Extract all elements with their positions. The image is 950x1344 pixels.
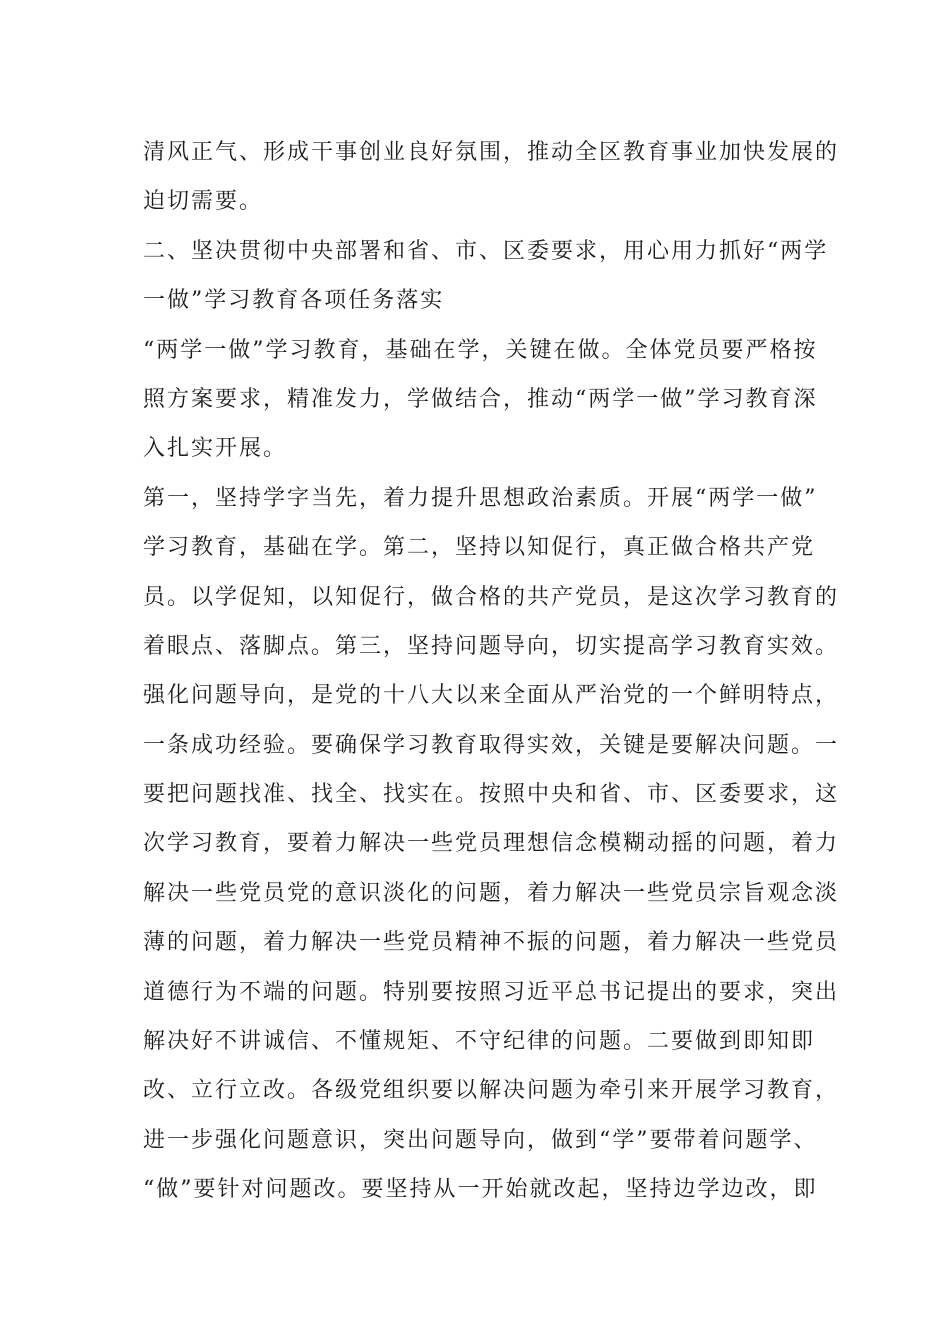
text-line-18: 道德行为不端的问题。特别要按照习近平总书记提出的要求，突出 <box>143 979 840 1005</box>
text-line-14: 要把问题找准、找全、找实在。按照中央和省、市、区委要求，这 <box>143 782 840 808</box>
text-line-13: 一条成功经验。要确保学习教育取得实效，关键是要解决问题。一 <box>143 732 840 758</box>
text-line-10: 员。以学促知，以知促行，做合格的共产党员，是这次学习教育的 <box>143 584 840 610</box>
text-line-8: 第一，坚持学字当先，着力提升思想政治素质。开展“两学一做” <box>143 485 818 511</box>
text-line-19: 解决好不讲诚信、不懂规矩、不守纪律的问题。二要做到即知即 <box>143 1029 816 1055</box>
text-line-7: 入扎实开展。 <box>143 436 288 462</box>
text-line-21: 进一步强化问题意识，突出问题导向，做到“学”要带着问题学、 <box>143 1127 818 1153</box>
text-line-12: 强化问题导向，是党的十八大以来全面从严治党的一个鲜明特点， <box>143 683 840 709</box>
text-line-11: 着眼点、落脚点。第三，坚持问题导向，切实提高学习教育实效。 <box>143 633 840 659</box>
document-body <box>143 128 840 1215</box>
section-heading-line-1: 二、坚决贯彻中央部署和省、市、区委要求，用心用力抓好“两学 <box>143 238 829 264</box>
text-line-22: “做”要针对问题改。要坚持从一开始就改起，坚持边学边改，即 <box>143 1177 818 1203</box>
text-line-1: 清风正气、形成干事创业良好氛围，推动全区教育事业加快发展的 <box>143 140 840 165</box>
text-line-5: “两学一做”学习教育，基础在学，关键在做。全体党员要严格按 <box>143 337 818 363</box>
text-line-16: 解决一些党员党的意识淡化的问题，着力解决一些党员宗旨观念淡 <box>143 880 840 906</box>
text-line-17: 薄的问题，着力解决一些党员精神不振的问题，着力解决一些党员 <box>143 930 840 956</box>
section-heading-line-2: 一做”学习教育各项任务落实 <box>143 288 445 314</box>
text-line-2: 迫切需要。 <box>143 189 264 215</box>
text-line-20: 改、立行立改。各级党组织要以解决问题为牵引来开展学习教育， <box>143 1078 840 1104</box>
text-line-6: 照方案要求，精准发力，学做结合，推动“两学一做”学习教育深 <box>143 386 818 412</box>
text-line-15: 次学习教育，要着力解决一些党员理想信念模糊动摇的问题，着力 <box>143 831 840 857</box>
text-line-9: 学习教育，基础在学。第二，坚持以知促行，真正做合格共产党 <box>143 535 816 561</box>
